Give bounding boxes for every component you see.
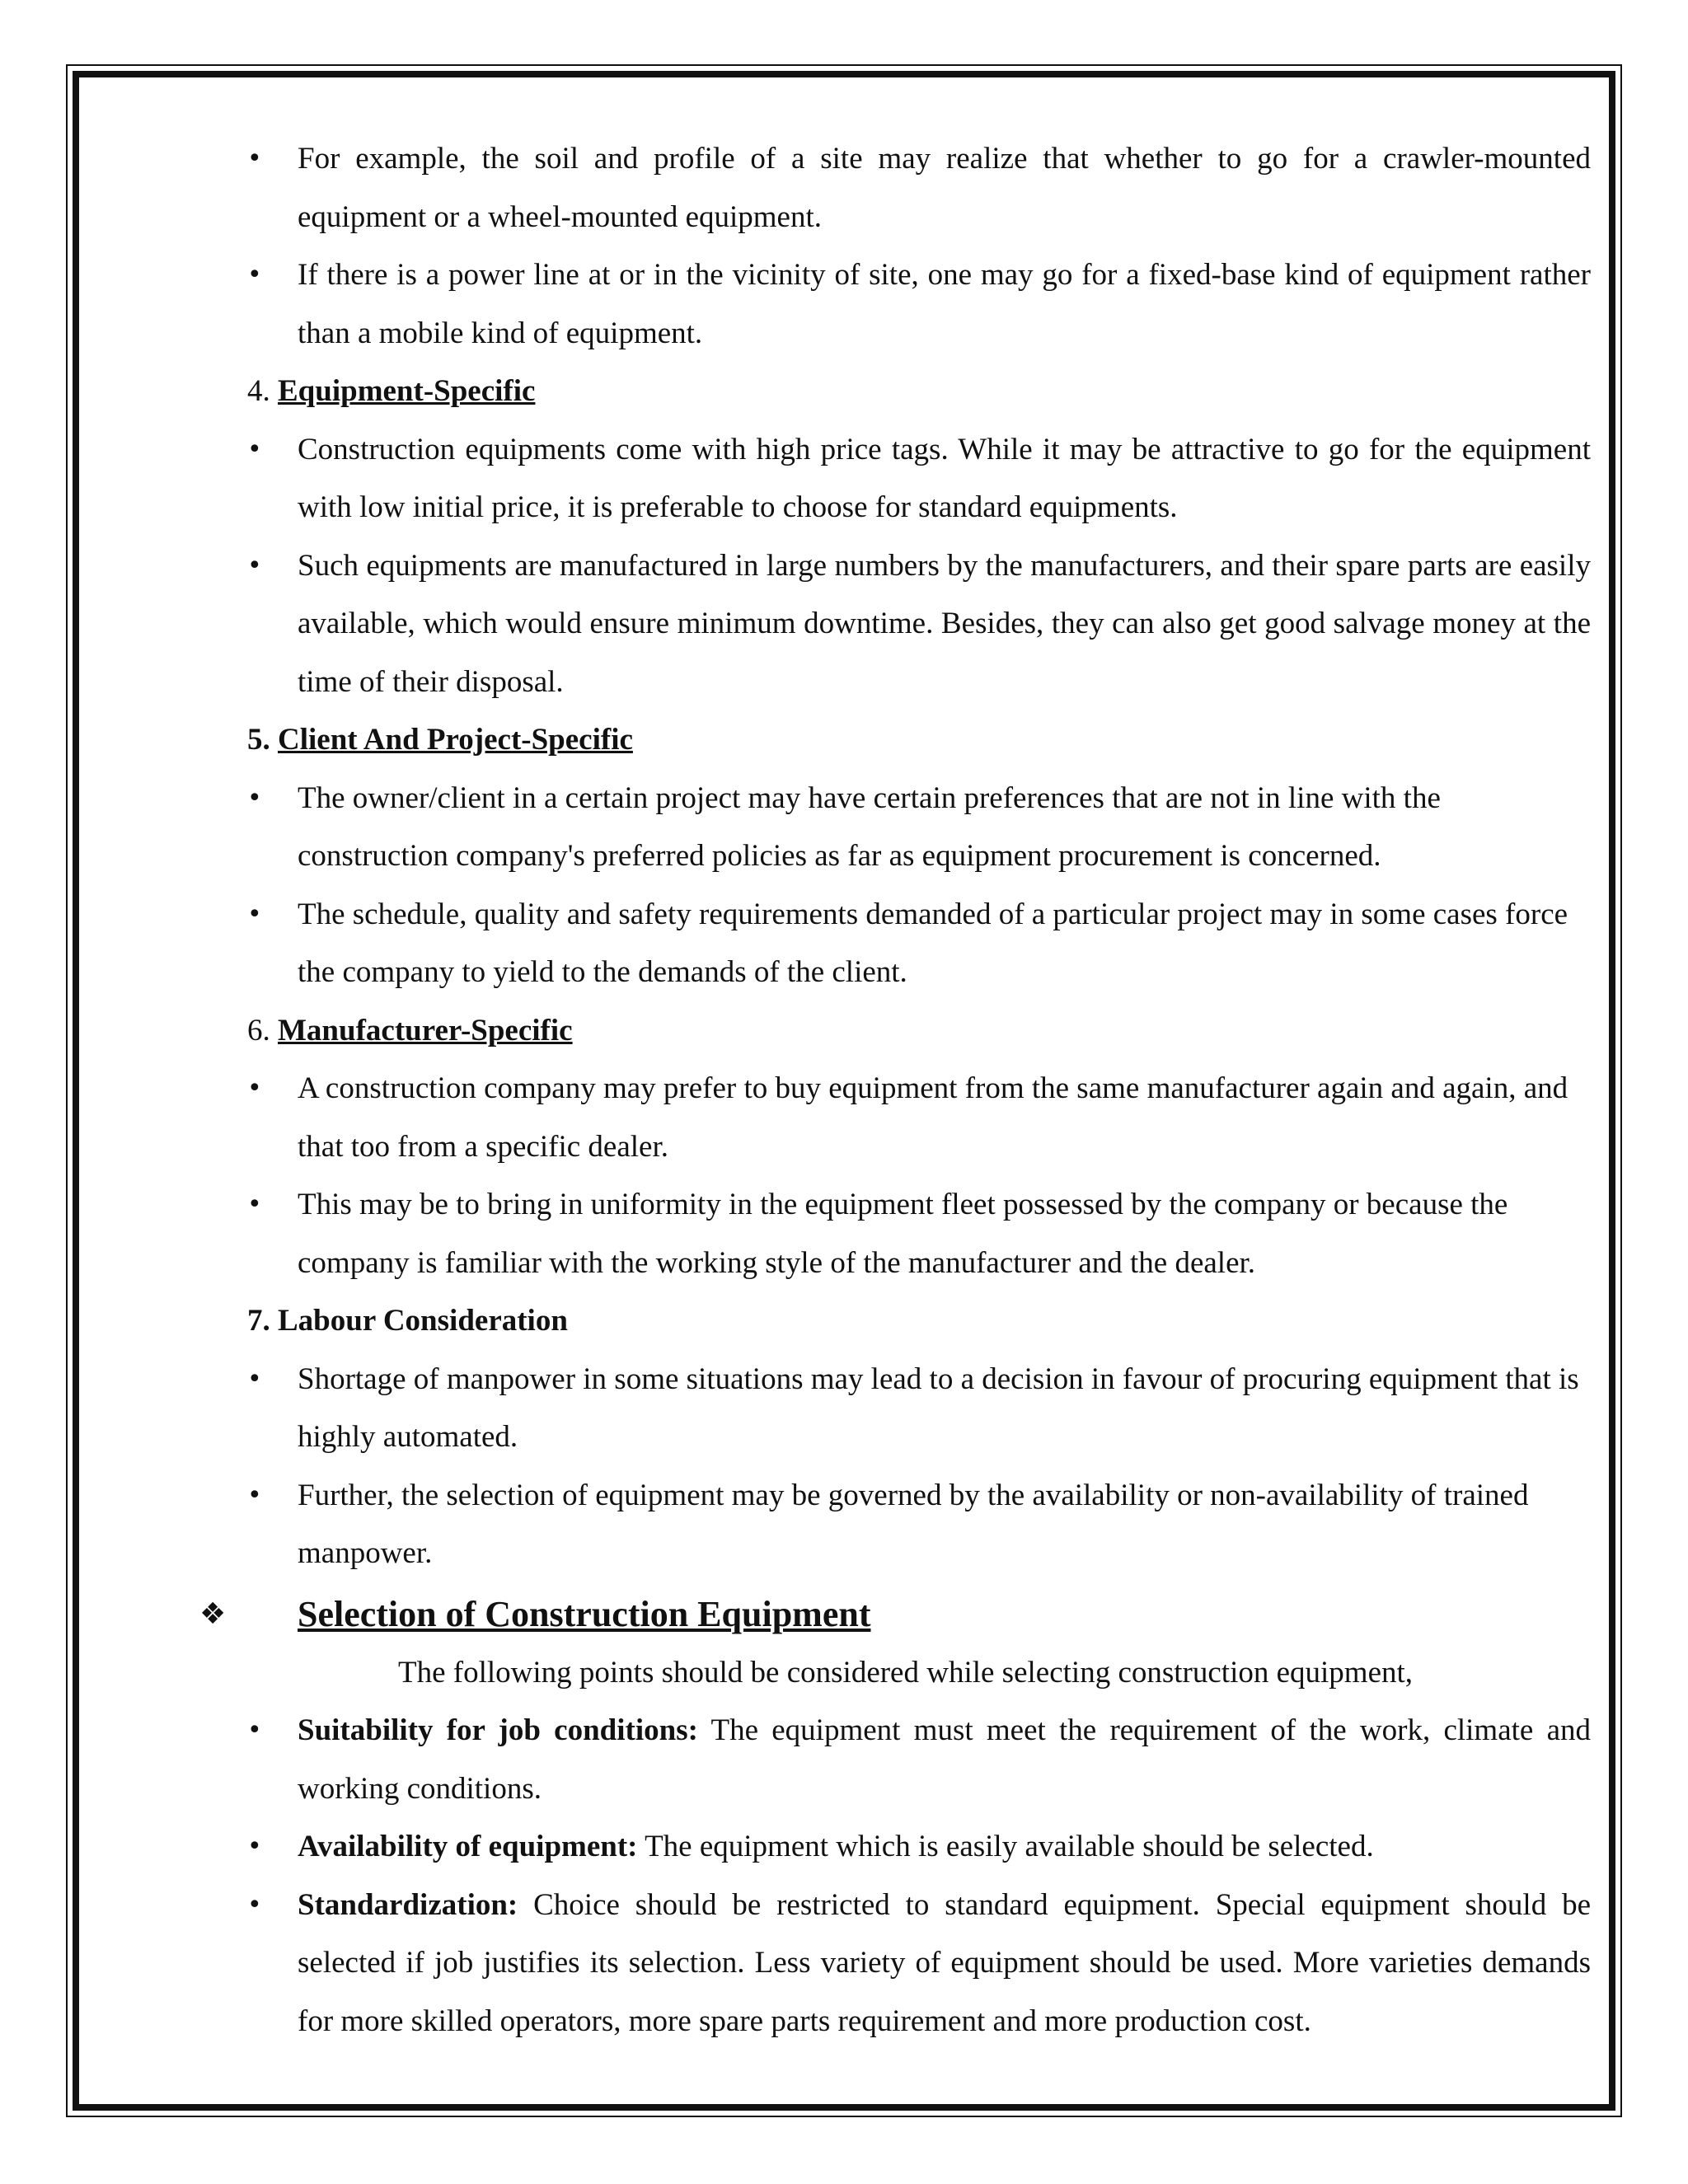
list-item: • This may be to bring in uniformity in the equipment fleet possessed by the company or because the company is familiar with the working style of the manufacturer and the dealer. xyxy=(247,1176,1591,1292)
heading-labour-consideration xyxy=(247,1292,1591,1351)
criterion-text: The equipment must meet the requirement of the work, climate and working conditions. xyxy=(298,1713,1591,1806)
criterion-text: The equipment which is easily available should be selected. xyxy=(637,1830,1374,1863)
list-item: • The schedule, quality and safety requirements demanded of a particular project may in some cases force the company to yield to the demands of the client. xyxy=(247,886,1591,1002)
factor-list-5 xyxy=(247,1351,1591,1583)
factor-list-1 xyxy=(247,130,1591,363)
criterion-term: Suitability for job conditions: xyxy=(298,1713,698,1747)
factor-list-2 xyxy=(247,421,1591,712)
selection-criteria-list xyxy=(247,1702,1591,2050)
section-intro: The following points should be considered while selecting construction equipment, xyxy=(398,1655,1414,1690)
list-item: • If there is a power line at or in the vicinity of site, one may go for a fixed-base kind of equipment rather than a mobile kind of equipment. xyxy=(247,246,1591,363)
section-title-text: Selection of Construction Equipment xyxy=(298,1593,871,1634)
heading-title: Equipment-Specific xyxy=(278,374,536,408)
heading-title: Manufacturer-Specific xyxy=(278,1013,573,1047)
list-item: • The owner/client in a certain project may have certain preferences that are not in line with the construction company's preferred policies as far as equipment procurement is concerned. xyxy=(247,770,1591,886)
heading-title: Labour Consideration xyxy=(278,1304,568,1338)
heading-number: 7. xyxy=(247,1304,270,1338)
heading-client-project-specific xyxy=(247,711,1591,770)
heading-equipment-specific xyxy=(247,363,1591,421)
heading-manufacturer-specific xyxy=(247,1002,1591,1061)
document-body xyxy=(199,130,1591,2050)
list-item xyxy=(247,1818,1591,1877)
list-item xyxy=(247,1702,1591,1818)
criterion-term: Standardization: xyxy=(298,1887,518,1922)
factor-list-3 xyxy=(247,770,1591,1002)
diamond-bullet-icon: ❖ xyxy=(199,1596,227,1631)
heading-number: 4. xyxy=(247,374,270,408)
factor-list-4 xyxy=(247,1060,1591,1292)
criterion-term: Availability of equipment: xyxy=(298,1830,638,1863)
heading-number: 5. xyxy=(247,723,270,757)
list-item: • Construction equipments come with high price tags. While it may be attractive to go for the equipment with low initial price, it is preferable to choose for standard equipments. xyxy=(247,421,1591,537)
heading-title: Client And Project-Specific xyxy=(278,723,633,757)
list-item: • For example, the soil and profile of a site may realize that whether to go for a crawler-mounted equipment or a wheel-mounted equipment. xyxy=(247,130,1591,246)
list-item xyxy=(247,1877,1591,2051)
list-item: • Such equipments are manufactured in large numbers by the manufacturers, and their spare parts are easily available, which would ensure minimum downtime. Besides, they can also get good salvage money at the time of their disposal. xyxy=(247,537,1591,712)
section-title xyxy=(199,1585,1591,1644)
list-item: • Further, the selection of equipment may be governed by the availability or non-availability of trained manpower. xyxy=(247,1467,1591,1583)
criterion-text: Choice should be restricted to standard equipment. Special equipment should be selected if job justifies its selection. Less variety of equipment should be used. More varieties demands for more skilled operators, more spare parts requirement and more production cost. xyxy=(298,1887,1591,2038)
heading-number: 6. xyxy=(247,1013,270,1047)
list-item: • Shortage of manpower in some situations may lead to a decision in favour of procuring equipment that is highly automated. xyxy=(247,1351,1591,1467)
list-item: • A construction company may prefer to buy equipment from the same manufacturer again and again, and that too from a specific dealer. xyxy=(247,1060,1591,1176)
